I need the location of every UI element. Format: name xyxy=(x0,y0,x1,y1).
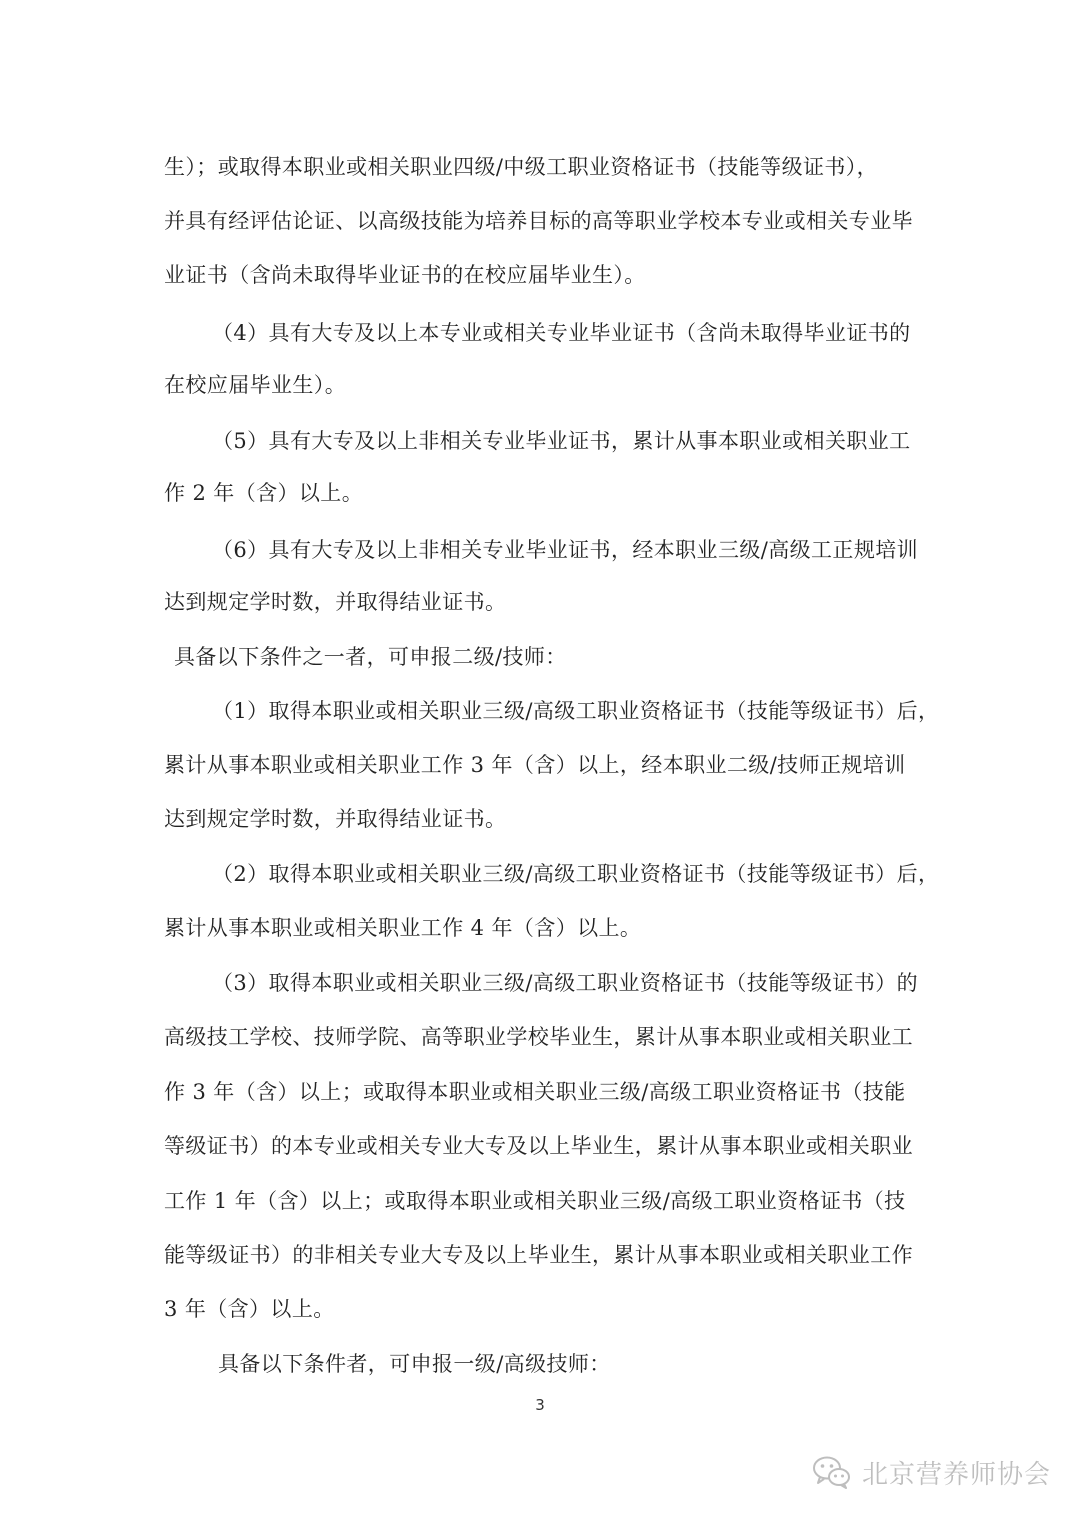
text-line: 3 年（含）以上。 xyxy=(164,1297,335,1321)
text-line: 生）；或取得本职业或相关职业四级/中级工职业资格证书（技能等级证书）， xyxy=(164,155,879,179)
text-line: 业证书（含尚未取得毕业证书的在校应届毕业生）。 xyxy=(164,263,646,287)
page-number: 3 xyxy=(535,1396,545,1414)
text-line: 累计从事本职业或相关职业工作 3 年（含）以上，经本职业二级/技师正规培训 xyxy=(164,753,906,777)
text-line: 等级证书）的本专业或相关专业大专及以上毕业生，累计从事本职业或相关职业 xyxy=(164,1134,913,1158)
text-line: （2）取得本职业或相关职业三级/高级工职业资格证书（技能等级证书）后， xyxy=(212,862,940,886)
text-line: 作 3 年（含）以上；或取得本职业或相关职业三级/高级工职业资格证书（技能 xyxy=(164,1080,906,1104)
text-line: （1）取得本职业或相关职业三级/高级工职业资格证书（技能等级证书）后， xyxy=(212,699,940,723)
wechat-icon xyxy=(812,1455,852,1489)
text-line: 并具有经评估论证、以高级技能为培养目标的高等职业学校本专业或相关专业毕 xyxy=(164,209,913,233)
text-line: 具备以下条件者，可申报一级/高级技师： xyxy=(218,1352,611,1376)
text-line: （6）具有大专及以上非相关专业毕业证书，经本职业三级/高级工正规培训 xyxy=(212,538,919,562)
watermark xyxy=(812,1452,1051,1492)
text-line: （3）取得本职业或相关职业三级/高级工职业资格证书（技能等级证书）的 xyxy=(212,971,919,995)
text-line: 作 2 年（含）以上。 xyxy=(164,481,364,505)
text-line: 高级技工学校、技师学院、高等职业学校毕业生，累计从事本职业或相关职业工 xyxy=(164,1025,913,1049)
text-line: 能等级证书）的非相关专业大专及以上毕业生，累计从事本职业或相关职业工作 xyxy=(164,1243,913,1267)
text-line: 累计从事本职业或相关职业工作 4 年（含）以上。 xyxy=(164,916,642,940)
text-line: 工作 1 年（含）以上；或取得本职业或相关职业三级/高级工职业资格证书（技 xyxy=(164,1189,906,1213)
watermark-text: 北京营养师协会 xyxy=(862,1459,1052,1490)
text-line: 达到规定学时数，并取得结业证书。 xyxy=(164,590,507,614)
text-line: 在校应届毕业生）。 xyxy=(164,373,347,397)
text-line: （4）具有大专及以上本专业或相关专业毕业证书（含尚未取得毕业证书的 xyxy=(212,321,911,345)
text-line: 具备以下条件之一者，可申报二级/技师： xyxy=(174,645,567,669)
text-line: （5）具有大专及以上非相关专业毕业证书，累计从事本职业或相关职业工 xyxy=(212,429,911,453)
text-line: 达到规定学时数，并取得结业证书。 xyxy=(164,807,507,831)
